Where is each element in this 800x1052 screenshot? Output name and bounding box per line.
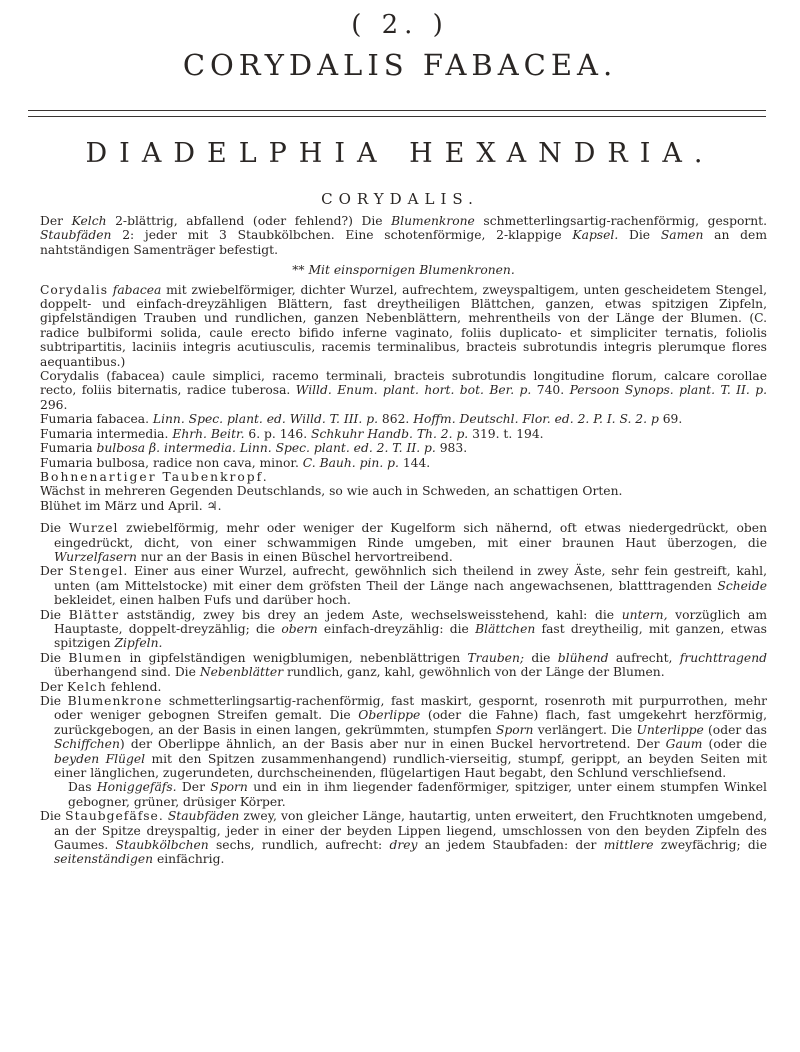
page-number: ( 2. ) xyxy=(351,10,449,40)
synonym-item: Fumaria fabacea. Linn. Spec. plant. ed. Willd. T. III. p. 862. Hoffm. Deutschl. Flor. ed. 2. P. I. S. 2. p 69. xyxy=(40,412,683,427)
genus-heading: CORYDALIS. xyxy=(321,190,479,208)
desc-wurzel: Die Wurzel zwiebelförmig, mehr oder weniger der Kugelform sich nähernd, oft etwas niedergedrückt, oben eingedrückt, dicht, von einer schwammigen Rinde umgeben, mit einer braunen Haut überzogen, die Wurzelfasern nur an der Basis in einen Büschel hervortreibend. xyxy=(40,521,767,564)
habitat: Wächst in mehreren Gegenden Deutschlands, so wie auch in Schweden, an schattigen Orten. xyxy=(40,484,623,499)
main-text xyxy=(40,214,767,867)
desc-staubgefaesse: Die Staubgefäfse. Staubfäden zwey, von gleicher Länge, hautartig, unten erweitert, den Fruchtknoten umgebend, an der Spitze dreyspaltig, jeder in einer der beyden Lippen liegend, umschlossen von den beyden Zipfeln des Gaumes. Staubkölbchen sechs, rundlich, aufrecht: drey an jedem Staubfaden: der mittlere zweyfächrig; die seitenständigen einfächrig. xyxy=(40,809,767,867)
flowering-time: Blühet im März und April. ♃. xyxy=(40,498,222,513)
desc-stengel: Der Stengel. Einer aus einer Wurzel, aufrecht, gewöhnlich sich theilend in zwey Äste, sehr fein gestreift, kahl, unten (am Mittelstocke) mit einer dem gröfsten Theil der Länge nach angewachsenen, blatttragenden Scheide bekleidet, einen halben Fufs und darüber hoch. xyxy=(40,564,767,608)
desc-blumen: Die Blumen in gipfelständigen wenigblumigen, nebenblättrigen Trauben; die blühend aufrecht, fruchttragend überhangend sind. Die Nebenblätter rundlich, ganz, kahl, gewöhnlich von der Länge der Blumen. xyxy=(40,650,767,680)
description-block xyxy=(40,521,767,867)
desc-honiggefaess: Das Honiggefäfs. Der Sporn und ein in ihm liegender fadenförmiger, spitziger, unter einem stumpfen Winkel gebogner, grüner, drüsiger Körper. xyxy=(68,780,767,809)
desc-blaetter: Die Blätter astständig, zwey bis drey an jedem Aste, wechselsweisstehend, kahl: die untern, vorzüglich am Hauptaste, doppelt-dreyzählig; die obern einfach-dreyzählig: die Blättchen fast dreytheilig, mit ganzen, etwas spitzigen Zipfeln. xyxy=(40,607,768,651)
synonym-item: Fumaria bulbosa, radice non cava, minor. C. Bauh. pin. p. 144. xyxy=(40,455,431,470)
species-diagnosis: Corydalis fabacea mit zwiebelförmiger, dichter Wurzel, aufrechtem, zweyspaltigem, unten gescheidetem Stengel, doppelt- und einfach-dreyzähligen Blättern, fast dreytheiligen Blättchen, ganzen, etwas spitzigen Zipfeln, gipfelständigen Trauben und rundlichen, ganzen Nebenblättern, mehrentheils von der Länge der Blumen. (C. radice bulbiformi solida, caule erecto bifido inferne vaginato, foliis duplicato- et simpliciter ternatis, foliolis subtripartitis, laciniis integris acutiusculis, racemis terminalibus, bracteis subrotundis integris plerumque flores aequantibus.) xyxy=(40,282,767,369)
desc-kelch: Der Kelch fehlend. xyxy=(40,679,162,694)
title-rule-thin xyxy=(28,116,766,117)
synonym-item: Fumaria bulbosa β. intermedia. Linn. Spec. plant. ed. 2. T. II. p. 983. xyxy=(40,441,468,456)
vernacular-name: Bohnenartiger Taubenkropf. xyxy=(40,469,269,484)
synonym-list xyxy=(40,369,767,470)
class-heading: DIADELPHIA HEXANDRIA. xyxy=(85,138,715,169)
plant-title: CORYDALIS FABACEA. xyxy=(182,48,618,82)
title-rule xyxy=(28,110,766,111)
desc-blumenkrone: Die Blumenkrone schmetterlingsartig-rachenförmig, fast maskirt, gespornt, rosenroth mit purpurrothen, mehr oder weniger gebognen Streifen gemalt. Die Oberlippe (oder die Fahne) flach, fast umgekehrt herzförmig, zurückgebogen, an der Basis in einen langen, gekrümmten, stumpfen Sporn verlängert. Die Unterlippe (oder das Schiffchen) der Oberlippe ähnlich, an der Basis aber nur in einen Buckel hervortretend. Der Gaum (oder die beyden Flügel mit den Spitzen zusammenhangend) rundlich-vierseitig, stumpf, gerippt, an beyden Seiten mit einer länglichen, zugerundeten, durchscheinenden, flügelartigen Haut begabt, den Schlund verschliefsend. xyxy=(40,694,768,781)
synonym-item: Corydalis (fabacea) caule simplici, racemo terminali, bracteis subrotundis longitudine florum, calcare corollae recto, foliis biternatis, radice tuberosa. Willd. Enum. plant. hort. bot. Ber. p. 740. Persoon Synops. plant. T. II. p. 296. xyxy=(40,369,768,412)
section-heading: ** Mit einspornigen Blumenkronen. xyxy=(292,263,515,278)
synonym-item: Fumaria intermedia. Ehrh. Beitr. 6. p. 146. Schkuhr Handb. Th. 2. p. 319. t. 194. xyxy=(40,426,544,441)
genus-description: Der Kelch 2-blättrig, abfallend (oder fehlend?) Die Blumenkrone schmetterlingsartig-rachenförmig, gespornt. Staubfäden 2: jeder mit 3 Staubkölbchen. Eine schotenförmige, 2-klappige Kapsel. Die Samen an dem nahtständigen Samenträger befestigt. xyxy=(40,214,767,257)
